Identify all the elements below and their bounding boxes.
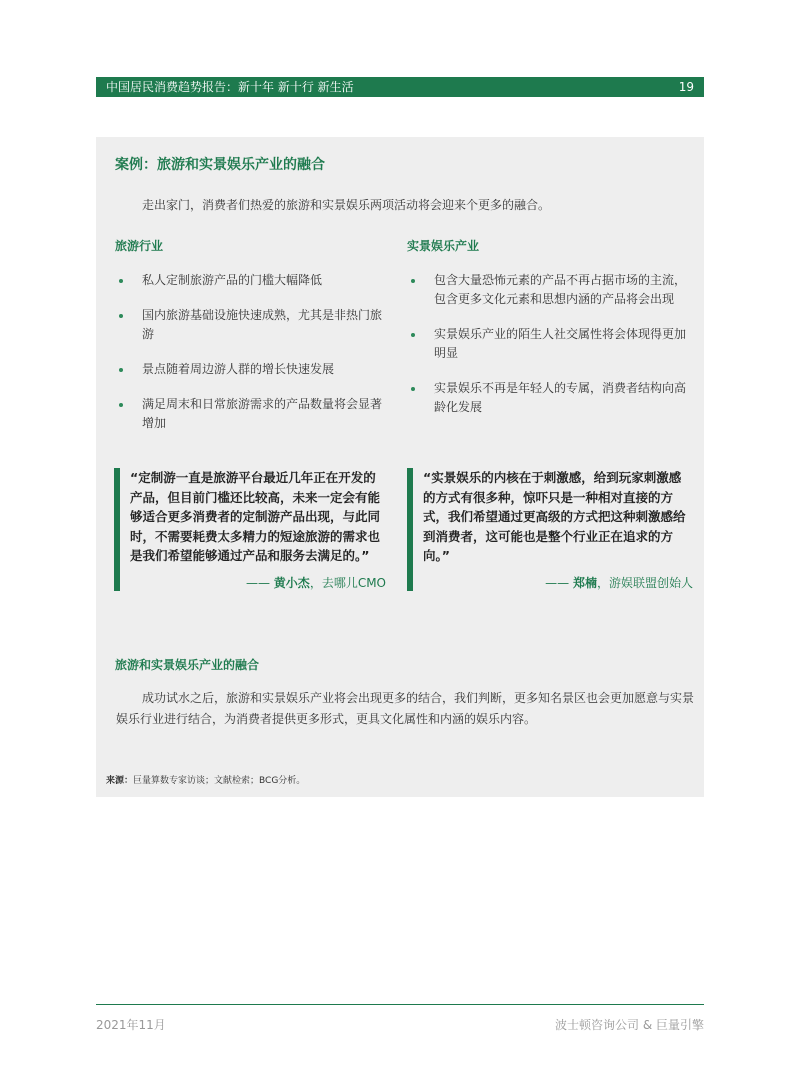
bullet-dot	[119, 279, 123, 283]
tourism-heading: 旅游行业	[115, 239, 164, 253]
bullet-text: 私人定制旅游产品的门槛大幅降低	[142, 273, 323, 287]
attribution-dash: ——	[245, 575, 270, 590]
attribution-name: 黄小杰	[273, 575, 310, 590]
footer-divider	[96, 1004, 704, 1005]
quote-attribution	[120, 574, 386, 591]
case-intro: 走出家门，消费者们热爱的旅游和实景娱乐两项活动将会迎来个更多的融合。	[142, 198, 551, 212]
quote-text: “定制游一直是旅游平台最近几年正在开发的产品，但目前门槛还比较高，未来一定会有能够适合更多消费者的定制游产品出现，与此同时，不需要耗费太多精力的短途旅游的需求也是我们希望能够通过产品和服务去满足的。”	[130, 470, 381, 563]
bullet-dot	[411, 279, 415, 283]
attribution-role: ，游娱联盟创始人	[596, 575, 693, 590]
list-item	[115, 395, 385, 433]
source-label: 来源：	[106, 776, 134, 786]
bullet-dot	[119, 314, 123, 318]
footer-date: 2021年11月	[96, 1018, 166, 1032]
source-text: 巨量算数专家访谈；文献检索；BCG分析。	[133, 776, 306, 786]
list-item	[407, 379, 687, 417]
bullet-dot	[411, 387, 415, 391]
bullet-dot	[411, 333, 415, 337]
entertainment-heading: 实景娱乐产业	[407, 239, 480, 253]
quote-text: “实景娱乐的内核在于刺激感，给到玩家刺激感的方式有很多种，惊吓只是一种相对直接的方式，我们希望通过更高级的方式把这种刺激感给到消费者，这可能也是整个行业正在追求的方向。”	[423, 470, 686, 563]
bullet-dot	[119, 403, 123, 407]
tourism-bullet-list	[115, 271, 385, 449]
header-bar	[96, 77, 704, 97]
attribution-role: ，去哪儿CMO	[309, 575, 386, 590]
attribution-dash: ——	[545, 575, 570, 590]
fusion-section-body: 成功试水之后，旅游和实景娱乐产业将会出现更多的结合，我们判断，更多知名景区也会更加愿意与实景娱乐行业进行结合，为消费者提供更多形式，更具文化属性和内涵的娱乐内容。	[116, 691, 695, 726]
bullet-text: 实景娱乐产业的陌生人社交属性将会体现得更加明显	[434, 327, 687, 360]
entertainment-quote	[407, 468, 693, 591]
attribution-name: 郑楠	[572, 575, 597, 590]
page-number: 19	[678, 80, 694, 94]
bullet-text: 景点随着周边游人群的增长快速发展	[142, 362, 335, 376]
list-item	[407, 271, 687, 309]
bullet-text: 满足周末和日常旅游需求的产品数量将会显著增加	[142, 397, 383, 430]
source-note	[106, 773, 305, 786]
list-item	[115, 306, 385, 344]
bullet-text: 包含大量恐怖元素的产品不再占据市场的主流，包含更多文化元素和思想内涵的产品将会出现	[434, 273, 687, 306]
bullet-dot	[119, 368, 123, 372]
list-item	[115, 271, 385, 290]
list-item	[115, 360, 385, 379]
case-title: 案例：旅游和实景娱乐产业的融合	[115, 157, 325, 173]
report-title: 中国居民消费趋势报告：新十年 新十行 新生活	[106, 80, 354, 94]
tourism-quote	[114, 468, 386, 591]
list-item	[407, 325, 687, 363]
entertainment-bullet-list	[407, 271, 687, 433]
bullet-text: 国内旅游基础设施快速成熟，尤其是非热门旅游	[142, 308, 383, 341]
bullet-text: 实景娱乐不再是年轻人的专属，消费者结构向高龄化发展	[434, 381, 687, 414]
quote-attribution	[413, 574, 693, 591]
fusion-section-title: 旅游和实景娱乐产业的融合	[115, 658, 260, 672]
footer-publisher: 波士顿咨询公司 & 巨量引擎	[555, 1018, 704, 1032]
case-panel	[96, 137, 704, 797]
